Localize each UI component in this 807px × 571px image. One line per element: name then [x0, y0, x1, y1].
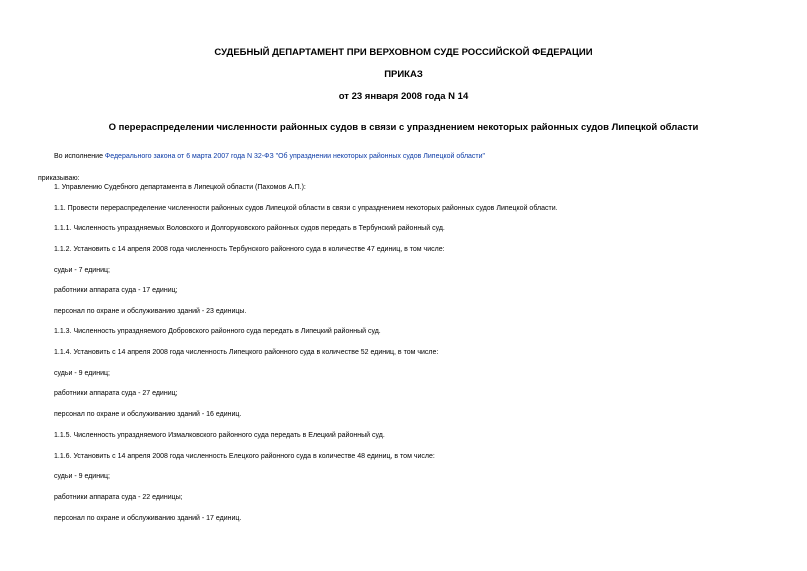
list-item: судьи - 7 единиц; — [54, 267, 110, 274]
list-item: работники аппарата суда - 17 единиц; — [54, 287, 178, 294]
paragraph-1-1-1: 1.1.1. Численность упраздняемых Воловского и Долгоруковского районных судов передать в Тербунский районный суд. — [54, 225, 445, 232]
paragraph-1: 1. Управлению Судебного департамента в Липецкой области (Пахомов А.П.): — [54, 184, 306, 191]
preamble-intro: Во исполнение — [54, 153, 105, 160]
list-item: судьи - 9 единиц; — [54, 370, 110, 377]
department-heading: СУДЕБНЫЙ ДЕПАРТАМЕНТ ПРИ ВЕРХОВНОМ СУДЕ РОССИЙСКОЙ ФЕДЕРАЦИИ — [214, 47, 593, 58]
list-item: персонал по охране и обслуживанию зданий - 16 единиц. — [54, 411, 242, 418]
order-word: приказываю: — [38, 175, 80, 182]
paragraph-1-1-6: 1.1.6. Установить с 14 апреля 2008 года численность Елецкого районного суда в количестве 48 единиц, в том числе: — [54, 453, 435, 460]
paragraph-1-1: 1.1. Провести перераспределение численности районных судов Липецкой области в связи с упразднением некоторых районных судов Липецкой области. — [54, 205, 558, 212]
list-item: работники аппарата суда - 27 единиц; — [54, 390, 178, 397]
list-item: работники аппарата суда - 22 единицы; — [54, 494, 183, 501]
preamble-line — [54, 152, 485, 161]
paragraph-1-1-3: 1.1.3. Численность упраздняемого Добровского районного суда передать в Липецкий районный суд. — [54, 328, 381, 335]
paragraph-1-1-2: 1.1.2. Установить с 14 апреля 2008 года численность Тербунского районного суда в количестве 47 единиц, в том числе: — [54, 246, 445, 253]
list-item: судьи - 9 единиц; — [54, 473, 110, 480]
law-link[interactable]: Федерального закона от 6 марта 2007 года N 32-ФЗ "Об упразднении некоторых районных судов Липецкой области" — [104, 153, 486, 160]
paragraph-1-1-5: 1.1.5. Численность упраздняемого Измалковского районного суда передать в Елецкий районный суд. — [54, 432, 385, 439]
list-item: персонал по охране и обслуживанию зданий - 17 единиц. — [54, 515, 242, 522]
date-number-heading: от 23 января 2008 года N 14 — [338, 91, 469, 102]
paragraph-1-1-4: 1.1.4. Установить с 14 апреля 2008 года численность Липецкого районного суда в количестве 52 единиц, в том числе: — [54, 349, 439, 356]
list-item: персонал по охране и обслуживанию зданий - 23 единицы. — [54, 308, 247, 315]
doc-type-heading: ПРИКАЗ — [384, 69, 423, 80]
document-title: О перераспределении численности районных судов в связи с упразднением некоторых районных судов Липецкой области — [108, 122, 699, 133]
